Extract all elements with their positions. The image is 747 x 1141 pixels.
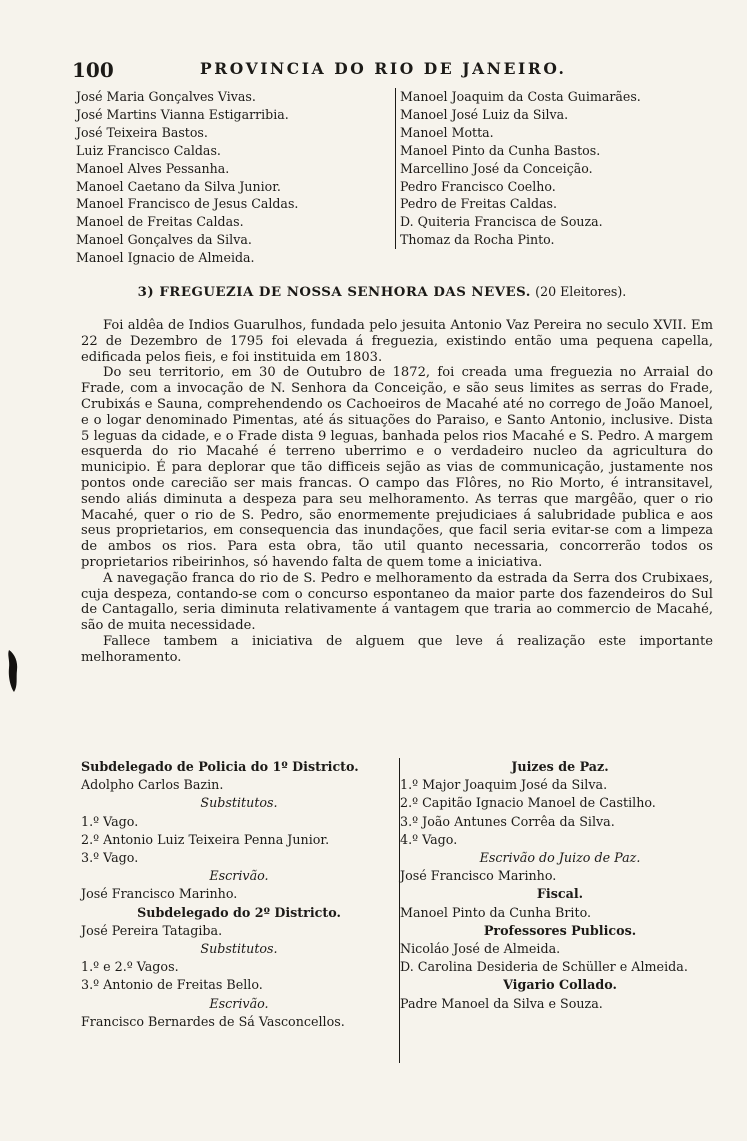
escrivao-2-heading: Escrivão. — [209, 995, 269, 1011]
escrivao-1-name: José Francisco Marinho. — [81, 886, 238, 902]
professor-entry: D. Carolina Desideria de Schüller e Almeida. — [400, 959, 688, 975]
subdelegado-2-heading: Subdelegado do 2º Districto. — [137, 904, 341, 920]
elector-name: Pedro de Freitas Caldas. — [400, 196, 558, 212]
page-number: 100 — [72, 58, 114, 82]
elector-name: Manoel Motta. — [400, 124, 494, 140]
elector-names-right — [395, 88, 700, 249]
paragraph: Foi aldêa de Indios Guarulhos, fundada pelo jesuita Antonio Vaz Pereira no seculo XVII. Em 22 de Dezembro de 1795 foi elevada á freguezia, existindo então uma pequena capella, edificada pelos fieis, e foi instituida em 1803. — [81, 318, 713, 365]
juiz-entry: 3.º João Antunes Corrêa da Silva. — [400, 813, 615, 829]
elector-name: Manoel Pinto da Cunha Bastos. — [400, 142, 601, 158]
elector-name: Manoel de Freitas Caldas. — [76, 214, 244, 230]
substitutos-1-heading: Substitutos. — [200, 795, 278, 811]
subdelegado-2-name: José Pereira Tatagiba. — [81, 922, 223, 938]
subdelegado-1-heading: Subdelegado de Policia do 1º Districto. — [81, 759, 359, 774]
substitutos-2-heading: Substitutos. — [200, 941, 278, 957]
substituto-entry: 3.º Antonio de Freitas Bello. — [81, 977, 263, 993]
elector-name: Manoel José Luiz da Silva. — [400, 106, 569, 122]
substituto-entry: 1.º Vago. — [81, 813, 139, 829]
juiz-entry: 1.º Major Joaquim José da Silva. — [400, 777, 608, 793]
substituto-entry: 3.º Vago. — [81, 850, 139, 866]
section-title-main: 3) FREGUEZIA DE NOSSA SENHORA DAS NEVES. — [137, 285, 531, 300]
vigario-name: Padre Manoel da Silva e Souza. — [400, 995, 603, 1011]
fiscal-name: Manoel Pinto da Cunha Brito. — [400, 904, 592, 920]
running-head: PROVINCIA DO RIO DE JANEIRO. — [200, 59, 567, 78]
elector-name: Thomaz da Rocha Pinto. — [400, 232, 555, 248]
body-text — [81, 318, 713, 666]
elector-name: José Teixeira Bastos. — [76, 124, 208, 140]
elector-name: José Martins Vianna Estigarribia. — [76, 106, 289, 122]
officials-right-column — [400, 758, 720, 1013]
margin-ink-mark — [6, 648, 20, 694]
paragraph: A navegação franca do rio de S. Pedro e melhoramento da estrada da Serra dos Crubixaes, cuja despeza, contando-se com o concurso espontaneo da maior parte dos fazendeiros do Sul de Cantagallo, seria diminuta relativamente á vantagem que traria ao commercio de Macahé, são de muita necessidade. — [81, 570, 713, 634]
elector-name: Manoel Gonçalves da Silva. — [76, 232, 252, 248]
juizes-heading: Juizes de Paz. — [511, 759, 609, 774]
elector-name: D. Quiteria Francisca de Souza. — [400, 214, 603, 230]
elector-name: Pedro Francisco Coelho. — [400, 178, 556, 194]
professores-heading: Professores Publicos. — [483, 922, 637, 938]
officials-left-column — [81, 758, 400, 1063]
elector-names-left — [76, 88, 394, 267]
elector-name: Manoel Francisco de Jesus Caldas. — [76, 196, 299, 212]
escrivao-1-heading: Escrivão. — [209, 868, 269, 884]
elector-name: Luiz Francisco Caldas. — [76, 142, 221, 158]
section-electors: (20 Eleitores). — [535, 284, 627, 299]
escrivao-2-name: Francisco Bernardes de Sá Vasconcellos. — [81, 1013, 345, 1029]
substituto-entry: 1.º e 2.º Vagos. — [81, 959, 179, 975]
page-header — [72, 58, 672, 82]
escrivao-juizo-name: José Francisco Marinho. — [400, 868, 557, 884]
section-title — [72, 284, 692, 300]
juiz-entry: 2.º Capitão Ignacio Manoel de Castilho. — [400, 795, 656, 811]
substituto-entry: 2.º Antonio Luiz Teixeira Penna Junior. — [81, 831, 330, 847]
juiz-entry: 4.º Vago. — [400, 831, 458, 847]
paragraph: Fallece tambem a iniciativa de alguem que leve á realização este importante melhoramento. — [81, 633, 713, 665]
paragraph: Do seu territorio, em 30 de Outubro de 1872, foi creada uma freguezia no Arraial do Frade, com a invocação de N. Senhora da Conceição, e são seus limites as serras do Frade, Crubixás e Sauna, comprehendendo os Cachoeiros de Macahé até no corrego de João Manoel, e o logar denominado Pimentas, até ás situações do Paraiso, e Santo Antonio, inclusive. Dista 5 leguas da cidade, e o Frade dista 9 leguas, banhada pelos rios Macahé e S. Pedro. A margem esquerda do rio Macahé é terreno uberrimo e o verdadeiro nucleo da agricultura do municipio. É para deplorar que tão difficeis sejão as vias de communicação, justamente nos pontos onde carecião ser mais francas. O campo das Flôres, no Rio Morto, é intransitavel, sendo aliás diminuta a despeza para seu melhoramento. As terras que margêão, quer o rio Macahé, quer o rio de S. Pedro, são enormemente prejudiciaes á salubridade publica e aos seus proprietarios, em consequencia das inundações, que facil seria evitar-se com a limpeza de ambos os rios. Para esta obra, tão util quanto necessaria, concorrerão todos os proprietarios ribeirinhos, só havendo falta de quem tome a iniciativa. — [81, 365, 713, 570]
fiscal-heading: Fiscal. — [536, 886, 584, 902]
elector-name: Manoel Alves Pessanha. — [76, 160, 230, 176]
vigario-heading: Vigario Collado. — [503, 977, 617, 993]
elector-name: Marcellino José da Conceição. — [400, 160, 593, 176]
elector-name: Manoel Joaquim da Costa Guimarães. — [400, 89, 641, 104]
elector-name: Manoel Caetano da Silva Junior. — [76, 178, 281, 194]
elector-name: José Maria Gonçalves Vivas. — [76, 89, 256, 104]
escrivao-juizo-heading: Escrivão do Juizo de Paz. — [479, 850, 641, 866]
professor-entry: Nicoláo José de Almeida. — [400, 941, 561, 957]
elector-name: Manoel Ignacio de Almeida. — [76, 250, 255, 266]
subdelegado-1-name: Adolpho Carlos Bazin. — [81, 777, 224, 793]
